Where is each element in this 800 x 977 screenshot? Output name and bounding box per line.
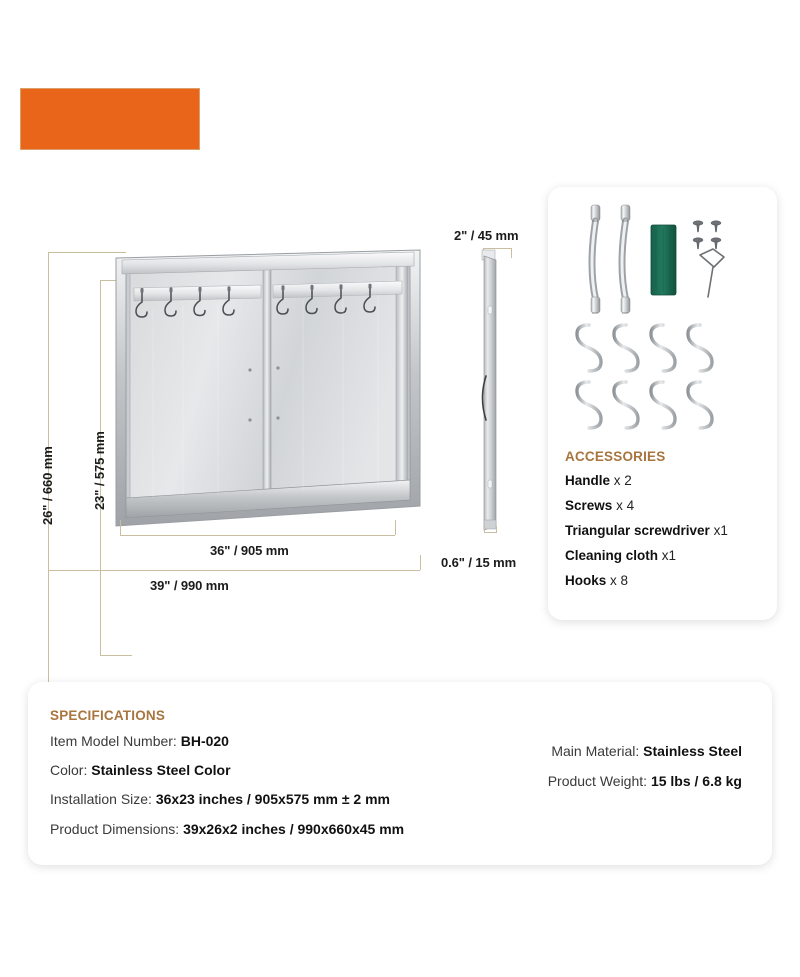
accessory-name: Handle	[565, 473, 611, 488]
spec-value: Stainless Steel Color	[91, 762, 231, 779]
spec-label: Main Material:	[551, 743, 640, 759]
dim-label-installation-height: 23" / 575 mm	[92, 431, 107, 510]
specifications-card	[28, 682, 772, 865]
accessory-name: Triangular screwdriver	[565, 522, 710, 538]
dim-tick-instw-right	[395, 520, 396, 535]
dim-label-panel-thickness: 0.6" / 15 mm	[441, 555, 517, 570]
spec-row-product-weight	[548, 772, 742, 790]
spec-value: 39x26x2 inches / 990x660x45 mm	[183, 820, 405, 837]
s-hook-icon-row-2	[577, 382, 712, 428]
accessory-qty: x1	[661, 547, 677, 563]
product-dimension-diagram	[0, 180, 545, 610]
door-side-profile-illustration	[478, 248, 518, 538]
cloth-icon	[651, 225, 676, 295]
accessory-name: Screws	[565, 497, 613, 513]
spec-value: BH-020	[180, 733, 229, 749]
spec-label: Color:	[50, 762, 88, 779]
accessories-illustration	[548, 193, 777, 443]
accessory-qty: x 2	[613, 473, 632, 488]
accessory-name: Cleaning cloth	[565, 547, 659, 563]
dim-line-overall-width	[48, 570, 420, 571]
dim-label-installation-width: 36" / 905 mm	[210, 543, 289, 558]
dim-tick-instw-left	[120, 520, 121, 535]
door-product-illustration	[108, 248, 428, 533]
dim-label-overall-height: 26" / 660 mm	[40, 446, 55, 525]
accessories-card	[548, 187, 777, 620]
accessory-qty: x1	[713, 522, 728, 538]
accessory-qty: x 8	[610, 572, 629, 588]
spec-label: Item Model Number:	[50, 733, 177, 749]
brand-color-block	[20, 88, 200, 150]
dim-tick-ovw-left	[48, 555, 49, 570]
accessories-heading: ACCESSORIES	[565, 449, 666, 464]
accessory-name: Hooks	[565, 572, 607, 588]
accessory-item-screwdriver	[565, 523, 775, 540]
spec-label: Product Dimensions:	[50, 820, 180, 837]
accessory-item-screws	[565, 498, 775, 515]
specifications-right-column	[548, 742, 742, 802]
screw-icon-group	[693, 221, 721, 249]
handle-icon-group	[591, 205, 630, 313]
spec-row-main-material	[548, 742, 742, 760]
spec-value: 15 lbs / 6.8 kg	[650, 773, 742, 790]
spec-row-model	[50, 732, 480, 750]
accessory-item-handle	[565, 473, 775, 490]
spec-label: Product Weight:	[547, 773, 648, 790]
dim-line-installation-width	[120, 535, 395, 536]
accessories-list	[565, 449, 775, 597]
dim-label-overall-depth: 2" / 45 mm	[454, 228, 519, 243]
dim-tick-thick-right	[496, 526, 497, 533]
spec-row-color	[50, 761, 480, 779]
dim-label-overall-width: 39" / 990 mm	[150, 578, 229, 593]
spec-value: Stainless Steel	[643, 743, 742, 759]
spec-label: Installation Size:	[50, 791, 152, 808]
dim-tick-ovw-right	[420, 555, 421, 570]
dim-line-thickness	[484, 532, 496, 533]
specifications-heading: SPECIFICATIONS	[50, 708, 166, 723]
dim-tick-thick-left	[484, 526, 485, 533]
screwdriver-icon	[700, 249, 724, 297]
spec-row-product-dimensions	[50, 820, 480, 838]
spec-row-installation-size	[50, 790, 480, 808]
specifications-left-column	[50, 732, 480, 838]
spec-value: 36x23 inches / 905x575 mm ± 2 mm	[155, 791, 391, 808]
accessory-item-cloth	[565, 548, 775, 565]
s-hook-icon-row-1	[577, 325, 712, 371]
dim-tick-install-bottom	[100, 655, 132, 656]
accessory-item-hooks	[565, 573, 775, 590]
accessory-qty: x 4	[616, 497, 635, 513]
